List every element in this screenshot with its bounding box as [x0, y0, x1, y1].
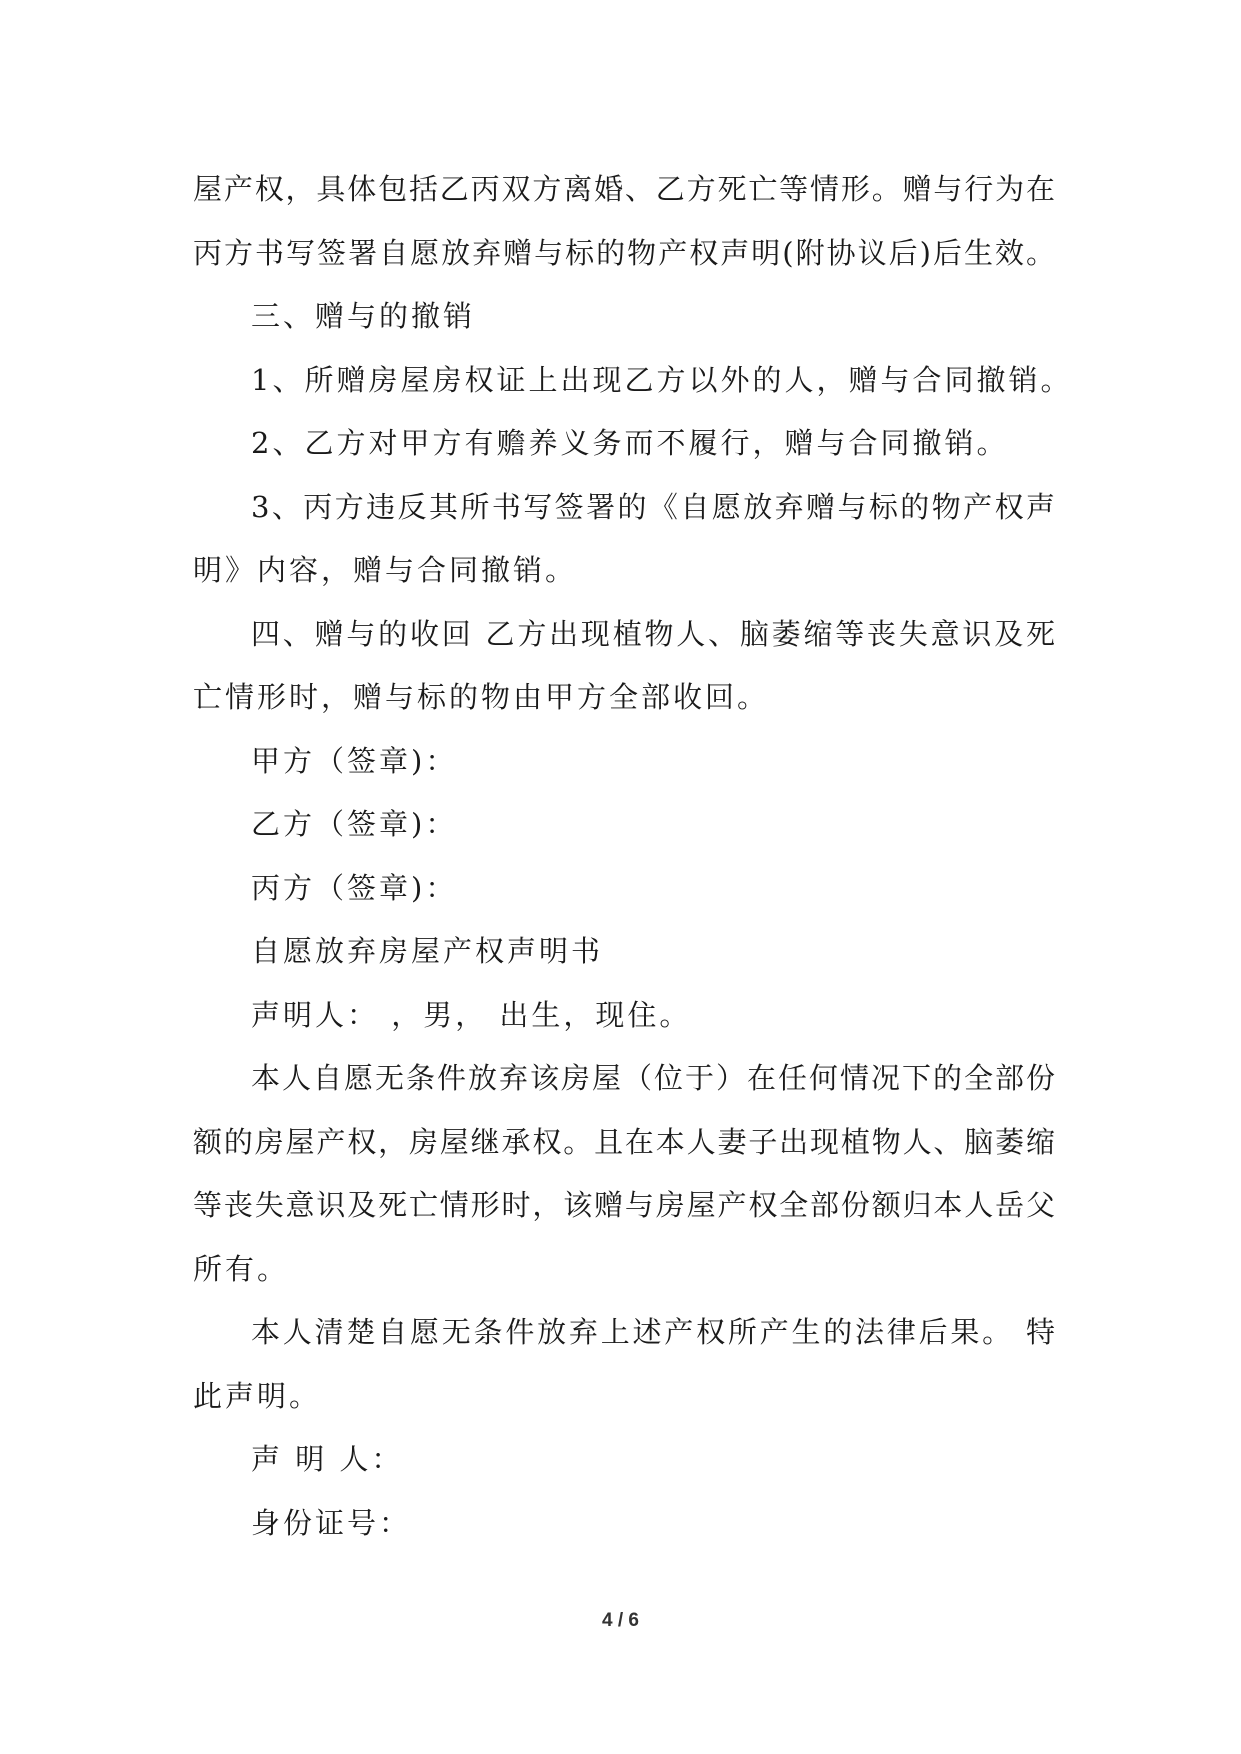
signature-party-c: 丙方（签章)： — [251, 870, 458, 905]
text-line: 明》内容，赠与合同撤销。 — [193, 553, 578, 587]
text-line: 1、所赠房屋房权证上出现乙方以外的人，赠与合同撤销。 — [251, 362, 1073, 397]
text-line: 额的房屋产权，房屋继承权。且在本人妻子出现植物人、脑萎缩 — [193, 1124, 1055, 1159]
section-heading-revocation: 三、赠与的撤销 — [251, 299, 476, 333]
text-line: 2、乙方对甲方有赡养义务而不履行，赠与合同撤销。 — [251, 426, 1009, 460]
text-line: 所有。 — [193, 1251, 290, 1286]
section-heading-recovery: 四、赠与的收回 乙方出现植物人、脑萎缩等丧失意识及死 — [251, 616, 1055, 651]
id-number-field: 身份证号： — [251, 1505, 412, 1540]
signature-party-b: 乙方（签章)： — [251, 807, 458, 841]
document-body — [193, 158, 1073, 1555]
text-line: 本人清楚自愿无条件放弃上述产权所产生的法律后果。 特 — [251, 1315, 1055, 1349]
declaration-title: 自愿放弃房屋产权声明书 — [251, 934, 604, 968]
text-line: 屋产权，具体包括乙丙双方离婚、乙方死亡等情形。赠与行为在 — [193, 172, 1055, 206]
signature-party-a: 甲方（签章)： — [251, 743, 458, 778]
text-line: 3、丙方违反其所书写签署的《自愿放弃赠与标的物产权声 — [251, 489, 1055, 524]
text-line: 等丧失意识及死亡情形时，该赠与房屋产权全部份额归本人岳父 — [193, 1188, 1055, 1222]
declarant-info: 声明人： ，男， 出生，现住。 — [251, 997, 692, 1032]
page-number: 4 / 6 — [602, 1610, 639, 1631]
declarant-signature: 声 明 人： — [251, 1442, 404, 1476]
text-line: 亡情形时，赠与标的物由甲方全部收回。 — [193, 680, 770, 714]
text-line: 此声明。 — [193, 1378, 322, 1413]
text-line: 丙方书写签署自愿放弃赠与标的物产权声明(附协议后)后生效。 — [193, 235, 1055, 270]
text-line: 本人自愿无条件放弃该房屋（位于）在任何情况下的全部份 — [251, 1061, 1055, 1095]
